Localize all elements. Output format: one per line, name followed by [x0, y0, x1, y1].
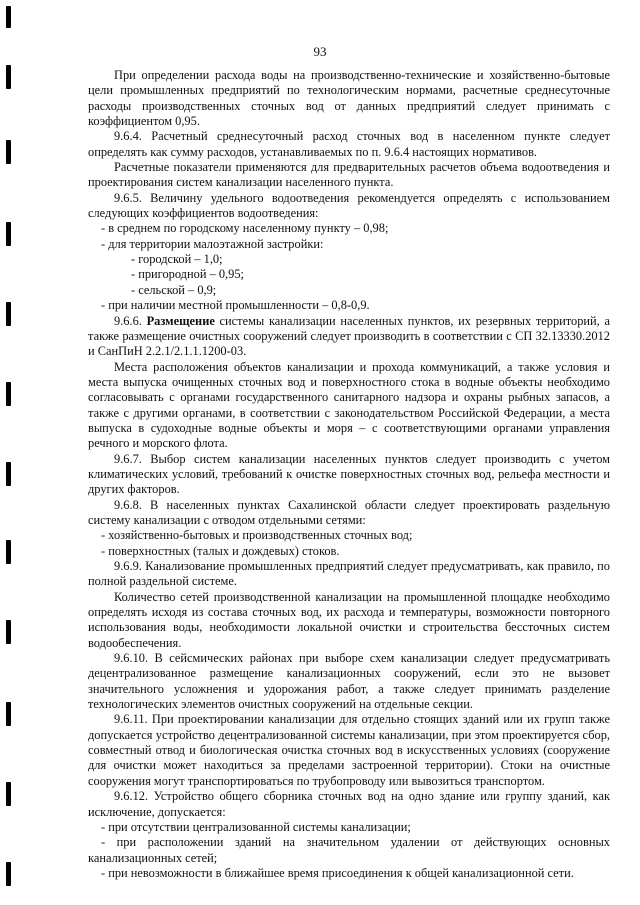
- emphasis-term: Размещение: [146, 313, 215, 328]
- paragraph: 9.6.11. При проектировании канализации для отдельно стоящих зданий или их групп также допускается устройство децентрализованной системы канализации, при этом проектируется сбор, совместный отвод и биологическая очистка сточных вод в искусственных условиях (сооружение для очистки может находиться за пределами застроенной территории). Стоки на очистные сооружения могут транспортироваться по трубопроводу или вывозиться транспортом.: [88, 712, 610, 788]
- paragraph: Расчетные показатели применяются для предварительных расчетов объема водоотведения и проектирования систем канализации населенного пункта.: [88, 160, 610, 190]
- paragraph: 9.6.9. Канализование промышленных предприятий следует предусматривать, как правило, по полной раздельной системе.: [88, 559, 610, 589]
- document-body: [88, 68, 610, 881]
- paragraph: 9.6.8. В населенных пунктах Сахалинской области следует проектировать раздельную систему канализации с отводом отдельными сетями:: [88, 497, 610, 527]
- sub-list-item: - городской – 1,0;: [131, 252, 223, 267]
- sub-list-item: - пригородной – 0,95;: [131, 267, 244, 282]
- page-number: 93: [313, 44, 327, 59]
- binding-mark: [6, 620, 11, 644]
- paragraph: 9.6.5. Величину удельного водоотведения рекомендуется определять с использованием следующих коэффициентов водоотведения:: [88, 190, 610, 221]
- list-item: - при наличии местной промышленности – 0,8-0,9.: [101, 298, 370, 313]
- list-item: - при отсутствии централизованной системы канализации;: [101, 819, 411, 834]
- binding-mark: [6, 462, 11, 486]
- binding-mark: [6, 782, 11, 806]
- binding-mark: [6, 382, 11, 406]
- paragraph: 9.6.10. В сейсмических районах при выборе схем канализации следует предусматривать децентрализованное размещение канализационных сооружений, если это не вызовет значительного усложнения и удорожания работ, а также следует принимать разделение технологических элементов очистных сооружений на отдельные секции.: [88, 651, 610, 712]
- binding-mark: [6, 6, 11, 28]
- list-item: - поверхностных (талых и дождевых) стоков.: [101, 543, 340, 558]
- paragraph: При определении расхода воды на производственно-технические и хозяйственно-бытовые цели промышленных предприятий по технологическим нормами, расчетные среднесуточные расходы производственных сточных вод от данных предприятий следует принимать с коэффициентом 0,95.: [88, 68, 610, 129]
- paragraph: [88, 314, 610, 360]
- paragraph: 9.6.7. Выбор систем канализации населенных пунктов следует производить с учетом климатических условий, требований к очистке поверхностных сточных вод, рельефа местности и других факторов.: [88, 451, 610, 497]
- paragraph: 9.6.4. Расчетный среднесуточный расход сточных вод в населенном пункте следует определять как сумму расходов, устанавливаемых по п. 9.6.4 настоящих нормативов.: [88, 129, 610, 159]
- binding-mark: [6, 702, 11, 726]
- list-item: - при расположении зданий на значительном удалении от действующих основных канализационных сетей;: [88, 835, 610, 865]
- binding-mark: [6, 302, 11, 326]
- binding-mark: [6, 65, 11, 89]
- binding-mark: [6, 540, 11, 564]
- paragraph-number: 9.6.6.: [114, 313, 142, 328]
- binding-holes-strip: [6, 0, 18, 905]
- binding-mark: [6, 140, 11, 164]
- list-item: - хозяйственно-бытовых и производственных сточных вод;: [101, 528, 413, 543]
- list-item: - для территории малоэтажной застройки:: [101, 236, 324, 251]
- list-item: - в среднем по городскому населенному пункту – 0,98;: [101, 221, 389, 236]
- list-item: - при невозможности в ближайшее время присоединения к общей канализационной сети.: [101, 865, 574, 880]
- binding-mark: [6, 222, 11, 246]
- paragraph-text: системы канализации населенных пунктов, их резервных территорий, а также размещение очистных сооружений следует производить в соответствии с СП 32.13330.2012 и СанПиН 2.2.1/2.1.1.1200-03.: [88, 313, 610, 359]
- binding-mark: [6, 862, 11, 886]
- paragraph: 9.6.12. Устройство общего сборника сточных вод на одно здание или группу зданий, как исключение, допускается:: [88, 789, 610, 819]
- paragraph: Количество сетей производственной канализации на промышленной площадке необходимо определять исходя из состава сточных вод, их расхода и температуры, возможности повторного использования воды, необходимости локальной очистки и строительства бессточных систем водообеспечения.: [88, 589, 610, 650]
- paragraph: Места расположения объектов канализации и прохода коммуникаций, а также условия и места выпуска очищенных сточных вод и поверхностного стока в водные объекты необходимо согласовывать с органами государственного санитарного надзора и охраны рыбных запасов, а также с другими органами, в соответствии с законодательством Российской Федерации, а места выпуска в судоходные водные объекты и моря – с соответствующими органами управления речного и морского флота.: [88, 359, 610, 451]
- sub-list-item: - сельской – 0,9;: [131, 282, 217, 297]
